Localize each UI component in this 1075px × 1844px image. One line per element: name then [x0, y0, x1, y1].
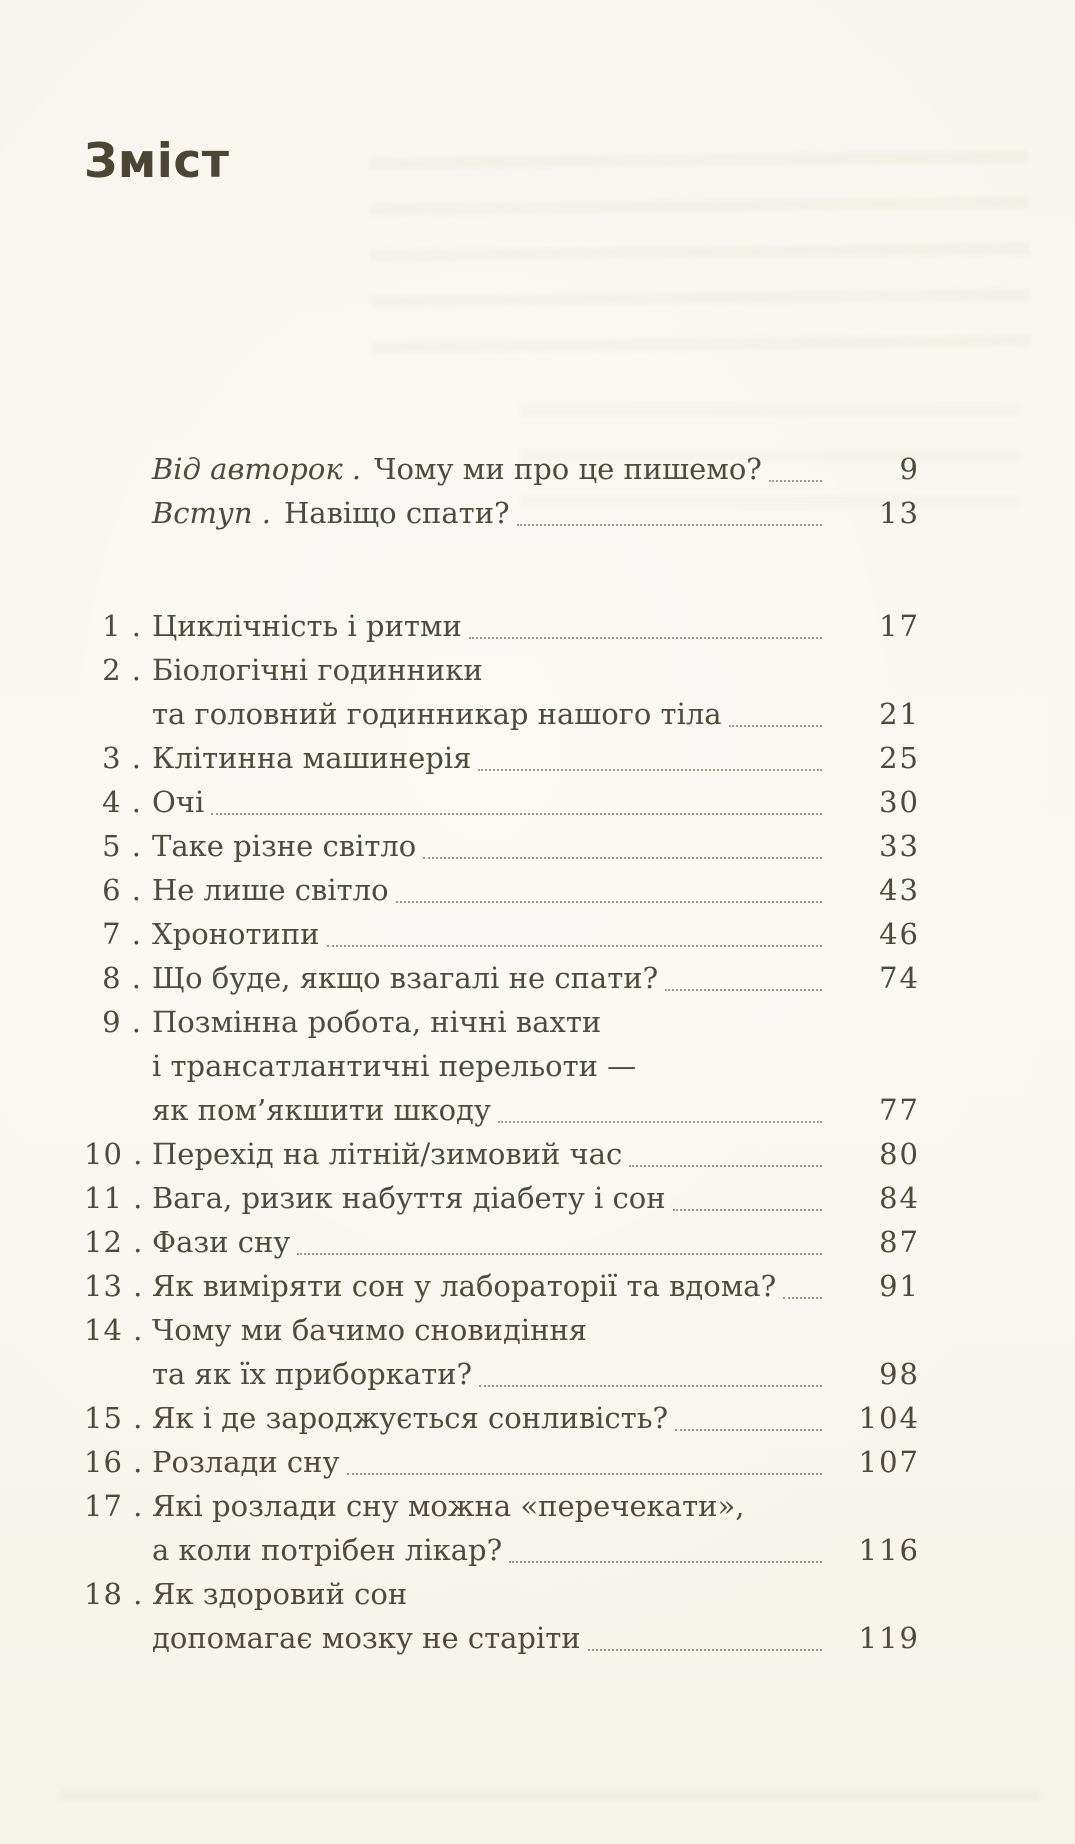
page-number: 98	[879, 1357, 920, 1391]
dot-leader	[297, 1253, 822, 1255]
toc-line	[84, 912, 920, 956]
toc-line	[84, 604, 920, 648]
toc-line	[84, 780, 920, 824]
section-label: Від авторок .	[152, 452, 362, 486]
page-number: 91	[879, 1269, 920, 1303]
dot-leader	[479, 1385, 822, 1387]
toc-line	[84, 1572, 920, 1616]
entry-title-text: Що буде, якщо взагалі не спати?	[152, 961, 659, 995]
dot-leader	[629, 1165, 822, 1167]
entry-title-text: і трансатлантичні перельоти —	[152, 1049, 637, 1083]
entry-title-text: Чому ми про це пишемо?	[374, 452, 762, 486]
toc-line	[84, 1220, 920, 1264]
chapter-number: 16 .	[84, 1445, 144, 1479]
chapter-number: 2 .	[102, 653, 142, 687]
toc-line	[84, 1088, 920, 1132]
page-number: 21	[879, 697, 920, 731]
toc-line	[84, 736, 920, 780]
chapter-number: 5 .	[102, 829, 142, 863]
toc-line	[84, 824, 920, 868]
chapter-number: 12 .	[84, 1225, 144, 1259]
toc-line	[84, 1308, 920, 1352]
entry-title-text: Клітинна машинерія	[152, 741, 472, 775]
dot-leader	[769, 480, 822, 482]
page-showthrough-texture	[369, 137, 1031, 374]
entry-title-text: а коли потрібен лікар?	[152, 1533, 503, 1567]
dot-leader	[665, 989, 822, 991]
entry-title-text: Перехід на літній/зимовий час	[152, 1137, 623, 1171]
page-number: 43	[879, 873, 920, 907]
chapter-number: 6 .	[102, 873, 142, 907]
entry-title-text: Таке різне світло	[152, 829, 417, 863]
dot-leader	[498, 1121, 822, 1123]
toc-line	[84, 447, 920, 491]
entry-title-text: Як і де зароджується сонливість?	[152, 1401, 669, 1435]
dot-leader	[729, 725, 822, 727]
entry-title-text: Фази сну	[152, 1225, 291, 1259]
entry-title-text: Не лише світло	[152, 873, 389, 907]
chapter-number: 15 .	[84, 1401, 144, 1435]
toc-line	[84, 692, 920, 736]
dot-leader	[673, 1209, 822, 1211]
entry-title-text: як пом’якшити шкоду	[152, 1093, 491, 1127]
page-number: 17	[879, 609, 920, 643]
page-showthrough-texture	[60, 1775, 1040, 1835]
section-label: Вступ .	[152, 496, 271, 530]
entry-title-text: Циклічність і ритми	[152, 609, 462, 643]
dot-leader	[396, 901, 822, 903]
toc-line	[84, 1176, 920, 1220]
chapter-number: 18 .	[84, 1577, 144, 1611]
dot-leader	[469, 637, 822, 639]
chapter-number: 11 .	[84, 1181, 144, 1215]
dot-leader	[347, 1473, 822, 1475]
dot-leader	[517, 524, 822, 526]
page-number: 107	[858, 1445, 920, 1479]
toc-line	[84, 1616, 920, 1660]
toc-line	[84, 956, 920, 1000]
toc-line	[84, 1528, 920, 1572]
toc-line	[84, 1484, 920, 1528]
toc-line	[84, 1000, 920, 1044]
page-number: 30	[879, 785, 920, 819]
entry-title-text: Хронотипи	[152, 917, 320, 951]
entry-title-text: Позмінна робота, нічні вахти	[152, 1005, 602, 1039]
chapter-number: 9 .	[102, 1005, 142, 1039]
toc-line	[84, 648, 920, 692]
page-title: Зміст	[84, 134, 230, 189]
dot-leader	[423, 857, 822, 859]
page-number: 116	[858, 1533, 920, 1567]
dot-leader	[588, 1649, 822, 1651]
chapter-number: 7 .	[102, 917, 142, 951]
page-number: 84	[879, 1181, 920, 1215]
chapter-number: 10 .	[84, 1137, 144, 1171]
page-number: 87	[879, 1225, 920, 1259]
page-number: 33	[879, 829, 920, 863]
toc-line	[84, 1440, 920, 1484]
page-number: 13	[879, 496, 920, 530]
page-number: 77	[879, 1093, 920, 1127]
dot-leader	[478, 769, 822, 771]
page-number: 80	[879, 1137, 920, 1171]
entry-title-text: Як виміряти сон у лабораторії та вдома?	[152, 1269, 777, 1303]
toc-line	[84, 1044, 920, 1088]
chapter-number: 14 .	[84, 1313, 144, 1347]
dot-leader	[211, 813, 822, 815]
dot-leader	[675, 1429, 822, 1431]
entry-title-text: та як їх приборкати?	[152, 1357, 473, 1391]
entry-title-text: Чому ми бачимо сновидіння	[152, 1313, 588, 1347]
page-number: 25	[879, 741, 920, 775]
page-number: 74	[879, 961, 920, 995]
chapter-entries	[84, 604, 920, 1660]
chapter-number: 13 .	[84, 1269, 144, 1303]
entry-title-text: та головний годинникар нашого тіла	[152, 697, 722, 731]
chapter-number: 1 .	[102, 609, 142, 643]
chapter-number: 4 .	[102, 785, 142, 819]
page-number: 46	[879, 917, 920, 951]
entry-title-text: Розлади сну	[152, 1445, 340, 1479]
toc-line	[84, 1396, 920, 1440]
entry-title-text: Навіщо спати?	[284, 496, 510, 530]
entry-title-text: Як здоровий сон	[152, 1577, 408, 1611]
page-number: 104	[858, 1401, 920, 1435]
entry-title-text: Біологічні годинники	[152, 653, 483, 687]
dot-leader	[783, 1297, 822, 1299]
page-number: 119	[858, 1621, 920, 1655]
toc-line	[84, 868, 920, 912]
dot-leader	[327, 945, 823, 947]
entry-title-text: допомагає мозку не старіти	[152, 1621, 581, 1655]
entry-title-text: Вага, ризик набуття діабету і сон	[152, 1181, 666, 1215]
page-number: 9	[899, 452, 920, 486]
toc-line	[84, 1264, 920, 1308]
front-matter-entries	[84, 447, 920, 535]
dot-leader	[509, 1561, 822, 1563]
entry-title-text: Які розлади сну можна «перечекати»,	[152, 1489, 745, 1523]
chapter-number: 17 .	[84, 1489, 144, 1523]
toc-line	[84, 1352, 920, 1396]
table-of-contents	[84, 447, 920, 1660]
entry-title-text: Очі	[152, 785, 205, 819]
toc-line	[84, 1132, 920, 1176]
chapter-number: 3 .	[102, 741, 142, 775]
chapter-number: 8 .	[102, 961, 142, 995]
toc-line	[84, 491, 920, 535]
